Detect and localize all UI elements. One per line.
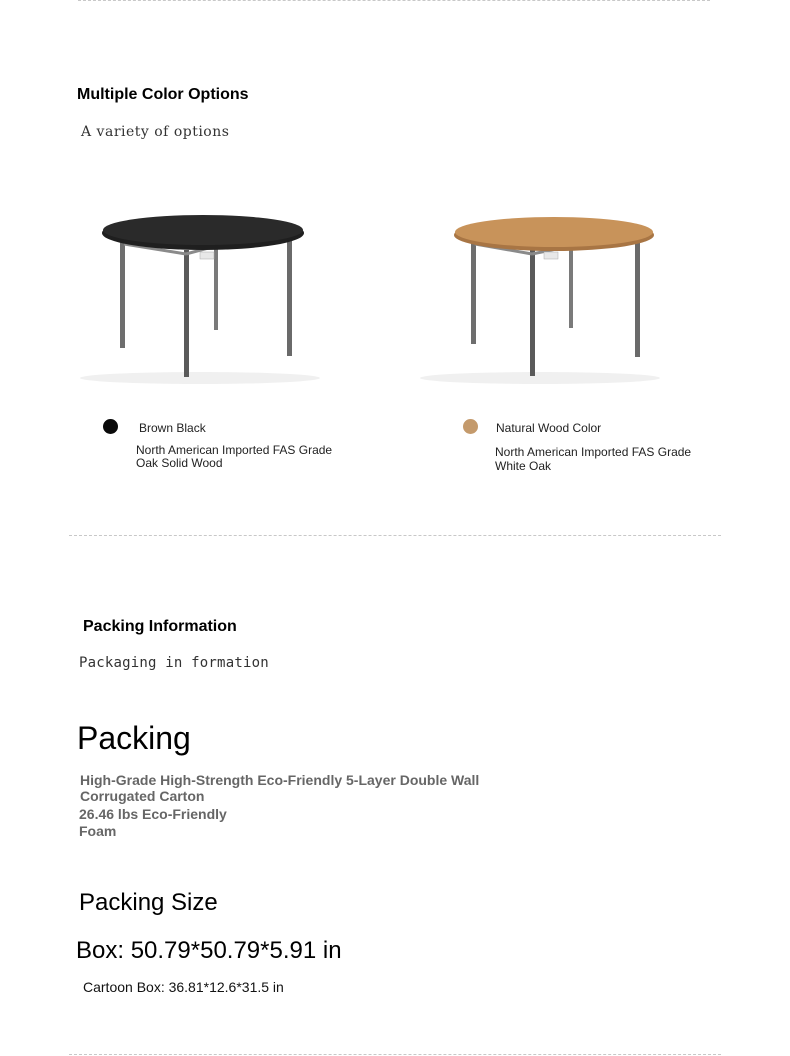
color-section-title: Multiple Color Options <box>77 86 249 103</box>
product-image-brown-black <box>60 200 330 390</box>
bottom-divider <box>69 1054 721 1055</box>
option-desc-natural-wood <box>495 445 691 473</box>
option-desc-brown-black <box>136 444 332 470</box>
swatch-natural-wood[interactable] <box>463 419 478 434</box>
option-desc-line2: Oak Solid Wood <box>136 456 223 470</box>
option-desc-line2: White Oak <box>495 459 552 473</box>
option-desc-line1: North American Imported FAS Grade <box>495 445 692 459</box>
swatch-brown-black[interactable] <box>103 419 118 434</box>
table-wood-illustration <box>400 200 670 390</box>
option-name-brown-black: Brown Black <box>139 421 206 435</box>
carton-size: Cartoon Box: 36.81*12.6*31.5 in <box>83 979 284 995</box>
packing-foam-line1: 26.46 lbs Eco-Friendly <box>79 806 227 822</box>
packing-section-subtitle: Packaging in formation <box>79 655 269 671</box>
packing-material-line1: High-Grade High-Strength Eco-Friendly 5-Layer Double Wall <box>80 772 480 788</box>
packing-foam-line2: Foam <box>79 823 117 839</box>
packing-size-heading: Packing Size <box>79 889 218 916</box>
option-name-natural-wood: Natural Wood Color <box>496 421 602 435</box>
section-divider <box>69 535 721 536</box>
color-section-subtitle: A variety of options <box>81 124 230 140</box>
box-size: Box: 50.79*50.79*5.91 in <box>76 937 342 964</box>
packing-material-line2: Corrugated Carton <box>80 788 205 804</box>
top-divider <box>78 0 710 1</box>
packing-heading: Packing <box>77 720 191 756</box>
option-desc-line1: North American Imported FAS Grade <box>136 443 333 457</box>
packing-section-title: Packing Information <box>83 618 237 635</box>
table-black-illustration <box>60 200 330 390</box>
product-image-natural-wood <box>400 200 670 390</box>
